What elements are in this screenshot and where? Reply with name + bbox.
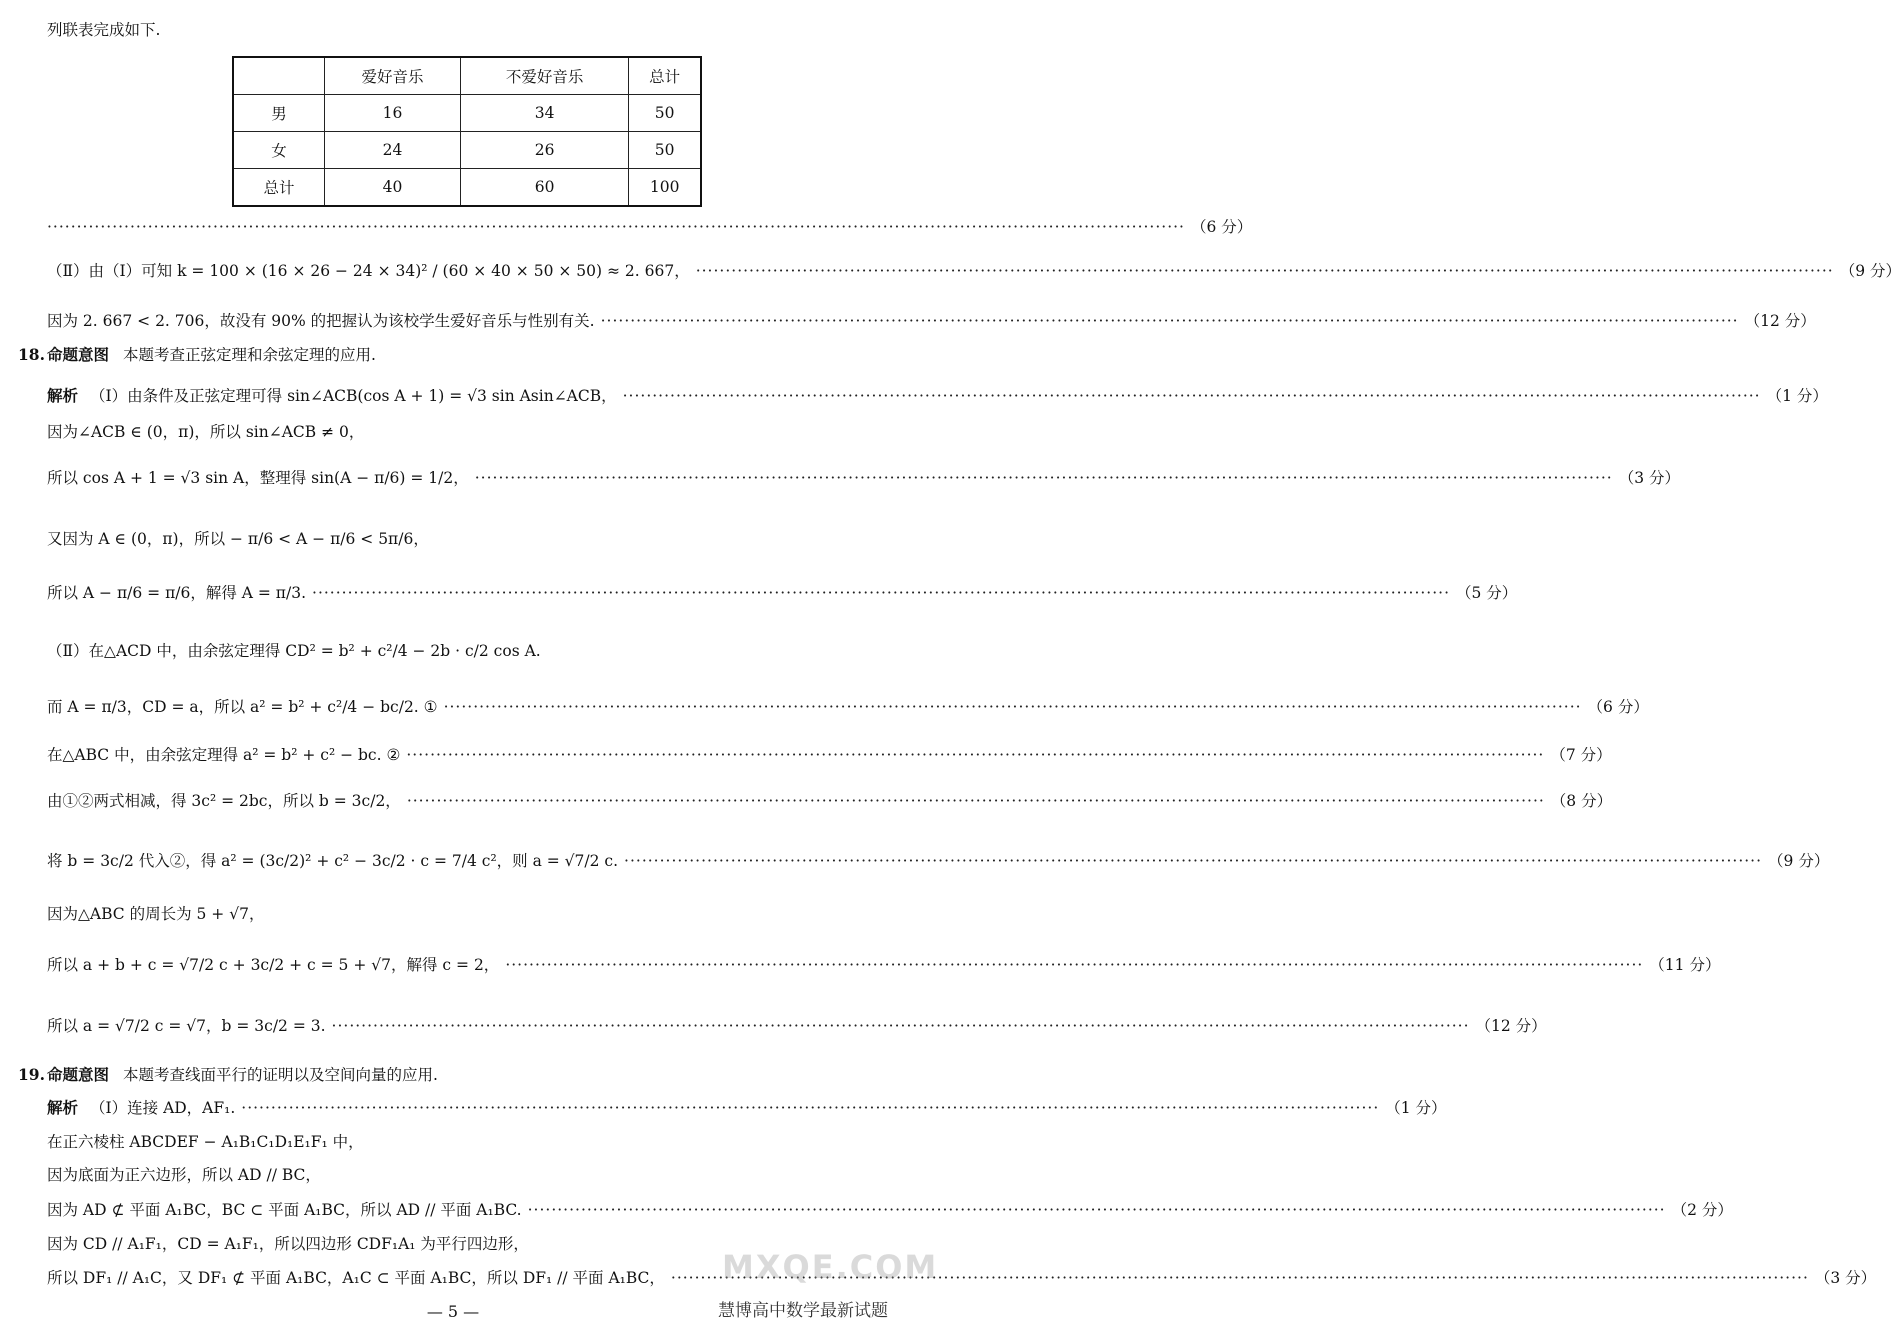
contingency-table (232, 56, 702, 207)
table-cell: 总计 (629, 57, 701, 95)
table-cell: 40 (325, 169, 461, 207)
solution-line: 因为△ABC 的周长为 5 + √7， (47, 905, 265, 923)
table-cell: 男 (233, 95, 325, 132)
solution-line: 所以 a = √7/2 c = √7，b = 3c/2 = 3. ····· （12 分） (47, 1015, 884, 1037)
solution-line: 所以 DF₁ // A₁C，又 DF₁ ⊄ 平面 A₁BC，A₁C ⊂ 平面 A₁BC，所以 DF₁ // 平面 A₁BC， ····· （3 分） (47, 1267, 884, 1289)
solution-line: 因为底面为正六边形，所以 AD // BC， (47, 1166, 321, 1184)
table-cell: 34 (460, 95, 628, 132)
solution-line: ····· （6 分） (47, 216, 884, 238)
solution-line: 在△ABC 中，由余弦定理得 a² = b² + c² − bc. ② ····· （7 分） (47, 744, 884, 766)
question-intent: 命题意图 本题考查正弦定理和余弦定理的应用. (47, 345, 376, 364)
solution-line: 解析 （Ⅰ）由条件及正弦定理可得 sin∠ACB(cos A + 1) = √3 sin Asin∠ACB， ····· （1 分） (47, 385, 884, 407)
table-cell: 24 (325, 132, 461, 169)
table-cell: 60 (460, 169, 628, 207)
solution-line: 所以 cos A + 1 = √3 sin A，整理得 sin(A − π/6) = 1/2， ····· （3 分） (47, 467, 884, 489)
solution-line: （Ⅱ）在△ACD 中，由余弦定理得 CD² = b² + c²/4 − 2b · c/2 cos A. (47, 642, 541, 660)
solution-line: 所以 A − π/6 = π/6，解得 A = π/3. ····· （5 分） (47, 582, 884, 604)
question-number: 18. (18, 345, 45, 364)
table-cell: 总计 (233, 169, 325, 207)
watermark-text: 慧博高中数学最新试题 (718, 1301, 888, 1321)
solution-line: 在正六棱柱 ABCDEF − A₁B₁C₁D₁E₁F₁ 中， (47, 1133, 364, 1151)
solution-line: 将 b = 3c/2 代入②，得 a² = (3c/2)² + c² − 3c/2 · c = 7/4 c²，则 a = √7/2 c. ····· （9 分） (47, 850, 884, 872)
solution-line: 由①②两式相减，得 3c² = 2bc，所以 b = 3c/2， ····· （8 分） (47, 790, 884, 812)
solution-line: （Ⅱ）由（Ⅰ）可知 k = 100 × (16 × 26 − 24 × 34)² / (60 × 40 × 50 × 50) ≈ 2. 667， ····· （9 分） (47, 260, 884, 282)
page-number: — 5 — (426, 1302, 480, 1321)
solution-line: 因为 CD // A₁F₁，CD = A₁F₁，所以四边形 CDF₁A₁ 为平行四边形， (47, 1235, 529, 1253)
solution-line: 因为∠ACB ∈ (0，π)，所以 sin∠ACB ≠ 0， (47, 423, 365, 441)
question-intent: 命题意图 本题考查线面平行的证明以及空间向量的应用. (47, 1065, 438, 1084)
table-row (233, 169, 701, 207)
solution-line: 因为 2. 667 < 2. 706，故没有 90% 的把握认为该校学生爱好音乐与性别有关. ····· （12 分） (47, 310, 884, 332)
watermark-logo: MXQE.COM (722, 1248, 939, 1286)
table-cell: 50 (629, 132, 701, 169)
table-row (233, 95, 701, 132)
solution-line: 又因为 A ∈ (0，π)，所以 − π/6 < A − π/6 < 5π/6， (47, 530, 429, 548)
table-header-row (233, 57, 701, 95)
table-cell: 26 (460, 132, 628, 169)
solution-line: 而 A = π/3，CD = a，所以 a² = b² + c²/4 − bc/2. ① ····· （6 分） (47, 696, 884, 718)
table-cell: 不爱好音乐 (460, 57, 628, 95)
table-cell: 100 (629, 169, 701, 207)
table-cell: 女 (233, 132, 325, 169)
intro-text: 列联表完成如下. (47, 21, 161, 39)
table-row (233, 132, 701, 169)
solution-line: 所以 a + b + c = √7/2 c + 3c/2 + c = 5 + √7，解得 c = 2， ····· （11 分） (47, 954, 884, 976)
table-cell (233, 57, 325, 95)
solution-line: 解析 （Ⅰ）连接 AD，AF₁. ····· （1 分） (47, 1097, 884, 1119)
question-number: 19. (18, 1065, 45, 1084)
table-cell: 50 (629, 95, 701, 132)
solution-line: 因为 AD ⊄ 平面 A₁BC，BC ⊂ 平面 A₁BC，所以 AD // 平面 A₁BC. ····· （2 分） (47, 1199, 884, 1221)
table-cell: 爱好音乐 (325, 57, 461, 95)
table-cell: 16 (325, 95, 461, 132)
